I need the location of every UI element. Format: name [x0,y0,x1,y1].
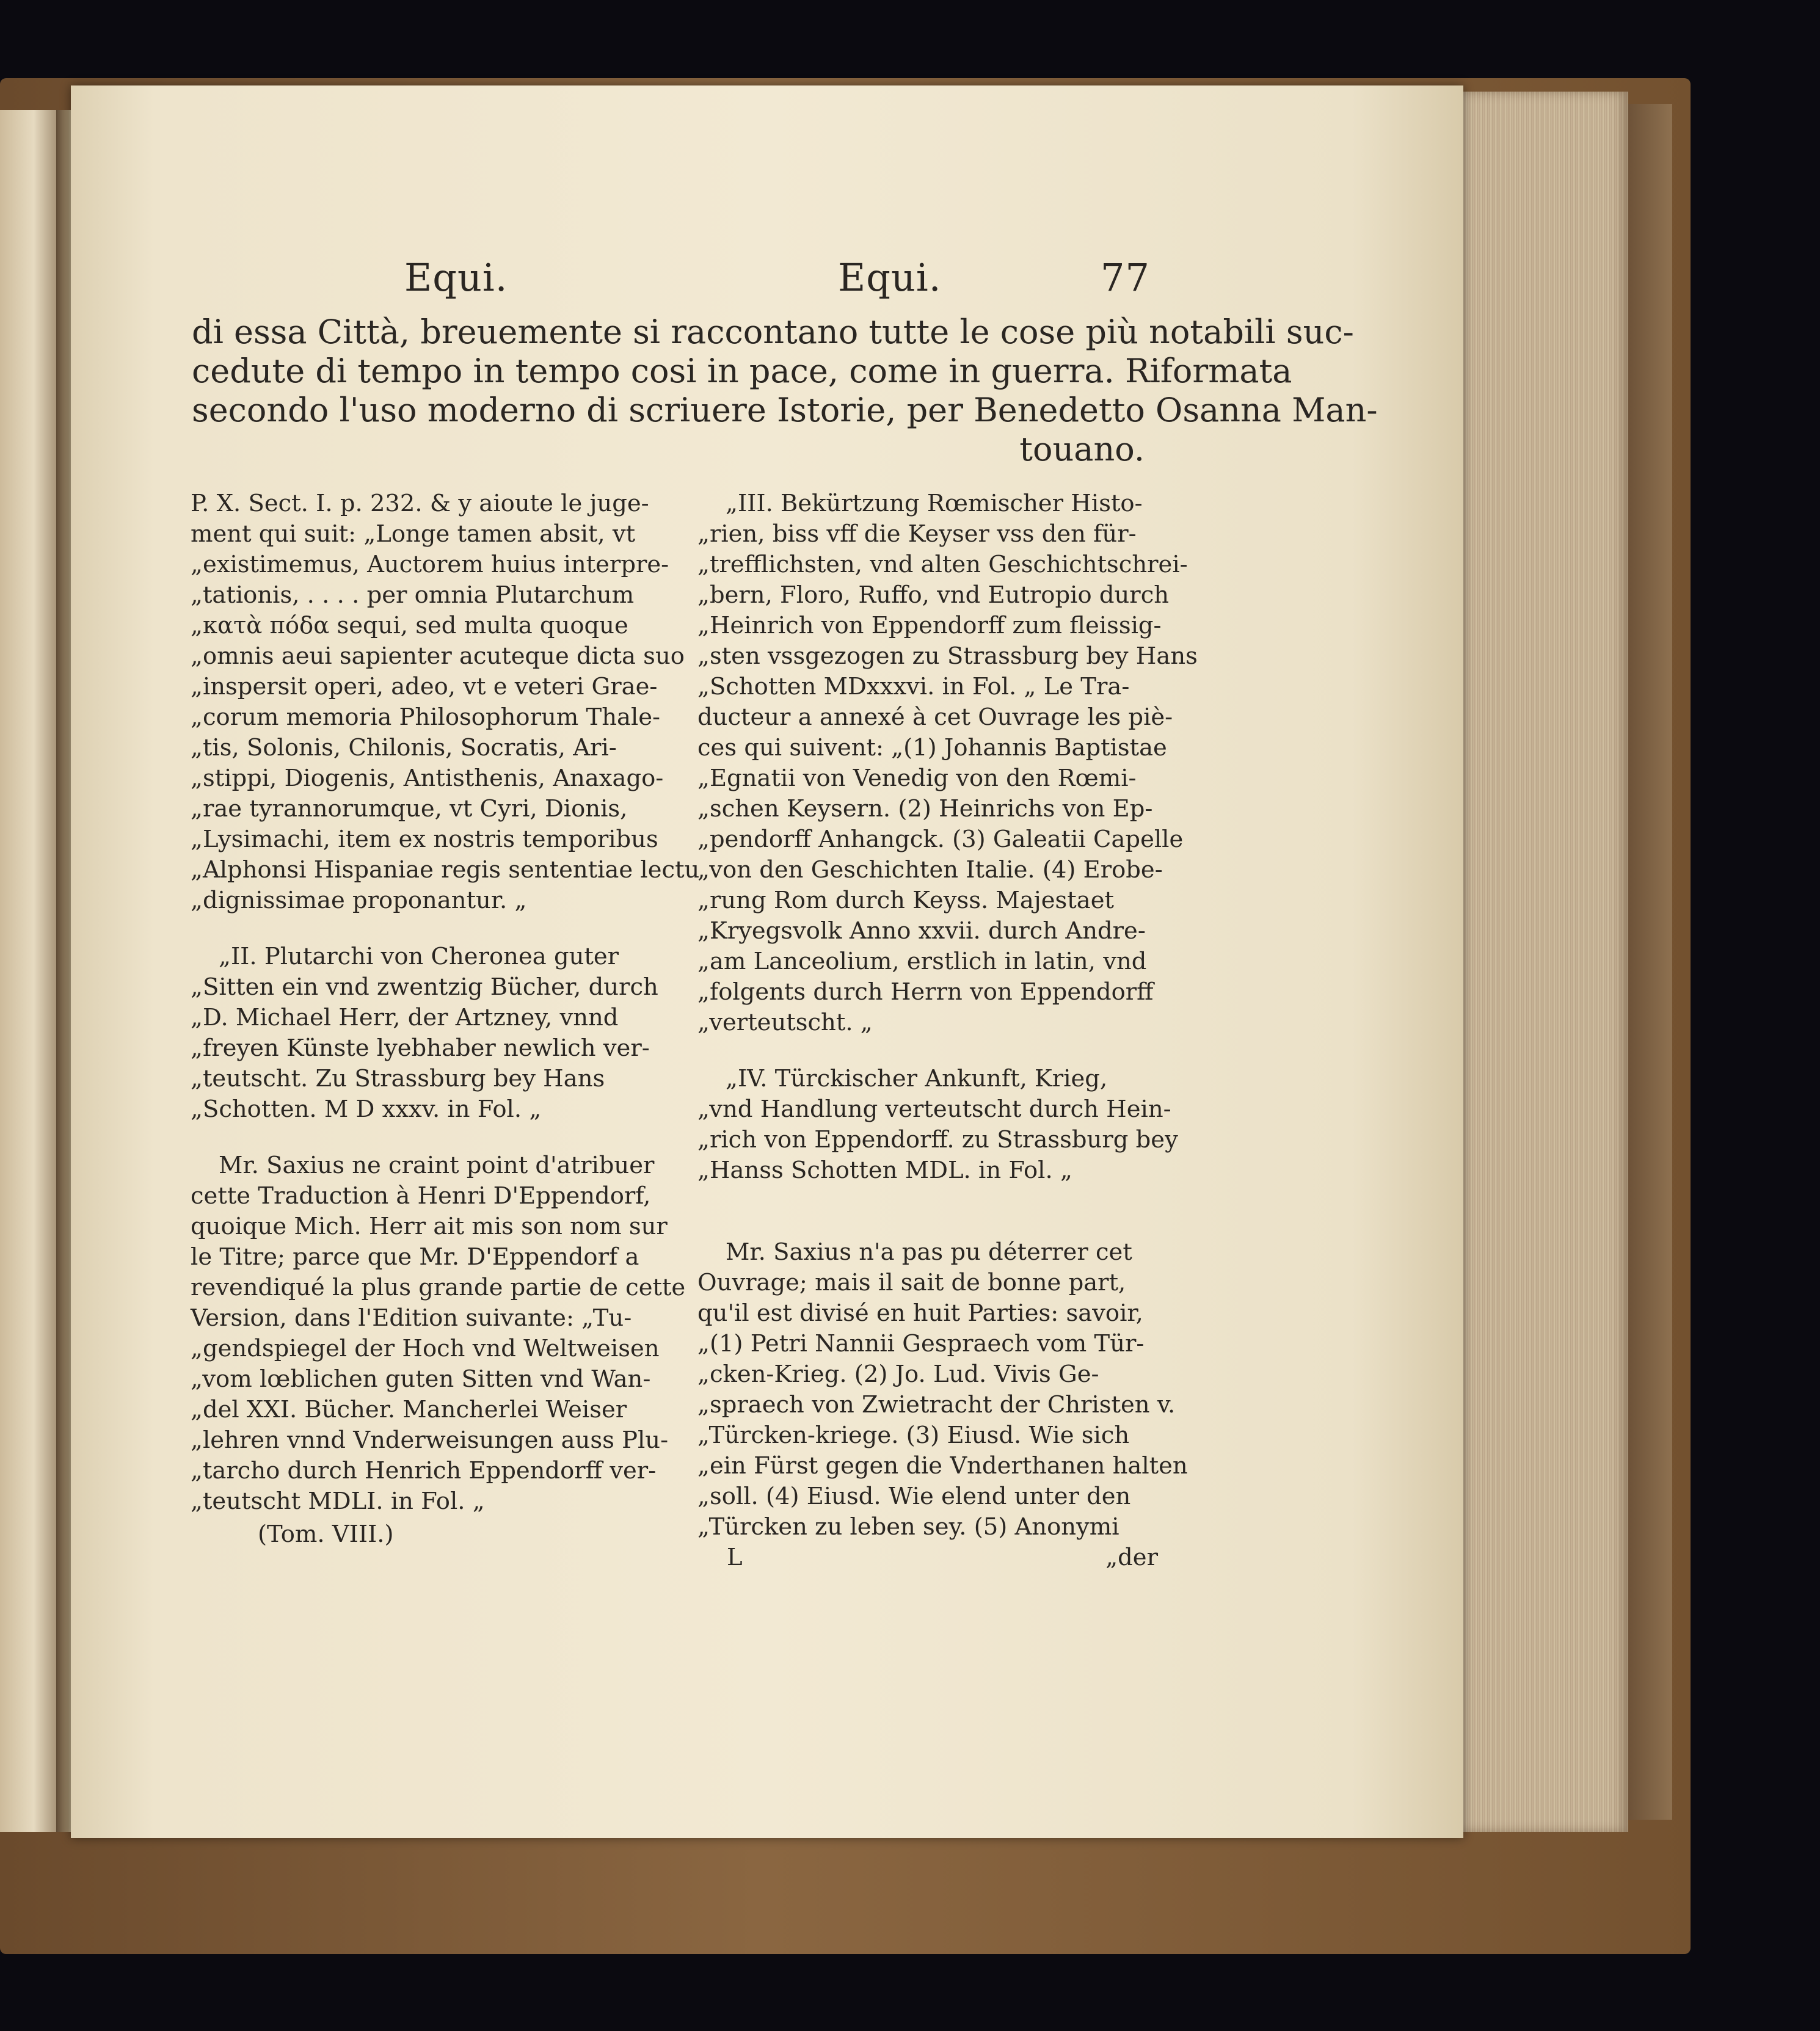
text-line: „schen Keysern. (2) Heinrichs von Ep- [697,795,1153,823]
text-line: „Kryegsvolk Anno xxvii. durch Andre- [697,917,1146,945]
text-line: „Türcken-kriege. (3) Eiusd. Wie sich [697,1422,1130,1449]
text-line: „Sitten ein vnd zwentzig Bücher, durch [191,973,658,1001]
text-line: „κατὰ πόδα sequi, sed multa quoque [191,612,628,639]
paragraph-gap [697,1186,1162,1212]
text-line: „stippi, Diogenis, Antisthenis, Anaxago- [191,765,664,792]
signature-mark: L [727,1544,743,1571]
page-edges [1463,92,1628,1832]
cover-edge [1628,104,1672,1820]
text-line: „Alphonsi Hispaniae regis sententiae lectu [191,856,700,884]
text-line: „verteutscht. „ [697,1009,873,1036]
title-line: di essa Città, breuemente si raccontano tutte le cose più notabili suc- [192,313,1354,351]
title-block [192,313,1378,469]
text-line: „teutscht. Zu Strassburg bey Hans [191,1065,605,1092]
right-paragraph-3-cont [697,1268,1188,1542]
text-line: „Egnatii von Venedig von den Rœmi- [697,765,1137,792]
running-head-left: Equi. [404,255,508,300]
page-footer-row [697,1542,1162,1573]
text-line: revendiqué la plus grande partie de cette [191,1274,686,1301]
text-line: „Heinrich von Eppendorff zum fleissig- [697,612,1162,639]
text-line: „IV. Türckischer Ankunft, Krieg, [726,1065,1108,1092]
text-line: „Schotten MDxxxvi. in Fol. „ Le Tra- [697,673,1130,700]
text-line: „II. Plutarchi von Cheronea guter [219,943,619,970]
text-line: „tationis, . . . . per omnia Plutarchum [191,581,635,609]
text-line: „teutscht MDLI. in Fol. „ [191,1488,485,1515]
text-line: „cken-Krieg. (2) Jo. Lud. Vivis Ge- [697,1361,1099,1388]
text-line: „existimemus, Auctorem huius interpre- [191,551,669,578]
left-paragraph-3 [191,1150,655,1181]
left-paragraph-2-cont [191,972,658,1125]
text-line: „tarcho durch Henrich Eppendorff ver- [191,1457,657,1484]
text-line: „gendspiegel der Hoch vnd Weltweisen [191,1335,660,1362]
text-line: „von den Geschichten Italie. (4) Erobe- [697,856,1163,884]
left-paragraph-2 [191,942,655,972]
text-line: „Schotten. M D xxxv. in Fol. „ [191,1095,542,1123]
text-line: „III. Bekürtzung Rœmischer Histo- [726,490,1143,517]
text-line: Version, dans l'Edition suivante: „Tu- [191,1304,632,1332]
text-line: Mr. Saxius ne craint point d'atribuer [219,1152,655,1179]
right-column [697,489,1198,1573]
right-paragraph-2-cont [697,1094,1178,1186]
paragraph-gap [191,1125,655,1150]
paragraph-gap [697,1212,1162,1237]
text-line: „bern, Floro, Ruffo, vnd Eutropio durch [697,581,1170,609]
text-line: „am Lanceolium, erstlich in latin, vnd [697,948,1147,975]
text-line: ducteur a annexé à cet Ouvrage les piè- [697,703,1173,731]
text-line: „tis, Solonis, Chilonis, Socratis, Ari- [191,734,617,761]
text-line: „del XXI. Bücher. Mancherlei Weiser [191,1396,627,1423]
right-paragraph-1-cont [697,519,1198,1038]
volume-signature: (Tom. VIII.) [258,1521,394,1548]
left-paragraph-3-cont [191,1181,686,1517]
text-line: „vnd Handlung verteutscht durch Hein- [697,1095,1171,1123]
text-line: ces qui suivent: „(1) Johannis Baptistae [697,734,1167,761]
right-paragraph-3 [697,1237,1162,1268]
text-line: „Lysimachi, item ex nostris temporibus [191,826,658,853]
text-line: „(1) Petri Nannii Gespraech vom Tür- [697,1330,1145,1357]
title-line: touano. [1019,430,1145,468]
text-line: qu'il est divisé en huit Parties: savoir, [697,1299,1143,1327]
text-line: „rae tyrannorumque, vt Cyri, Dionis, [191,795,628,823]
catchword: „der [1105,1544,1158,1571]
text-line: „sten vssgezogen zu Strassburg bey Hans [697,642,1198,670]
text-line: ment qui suit: „Longe tamen absit, vt [191,520,636,548]
text-line: „rich von Eppendorff. zu Strassburg bey [697,1126,1178,1154]
text-line: „Hanss Schotten MDL. in Fol. „ [697,1157,1072,1184]
text-line: „trefflichsten, vnd alten Geschichtschrei- [697,551,1188,578]
text-line: Mr. Saxius n'a pas pu déterrer cet [726,1238,1132,1266]
left-column [191,489,700,1550]
left-paragraph-1 [191,489,700,916]
text-line: „folgents durch Herrn von Eppendorff [697,978,1154,1006]
text-line: cette Traduction à Henri D'Eppendorf, [191,1182,651,1210]
title-line: cedute di tempo in tempo cosi in pace, come in guerra. Riformata [192,352,1292,390]
text-line: „freyen Künste lyebhaber newlich ver- [191,1034,650,1062]
text-line: „dignissimae proponantur. „ [191,887,527,914]
text-line: „spraech von Zwietracht der Christen v. [697,1391,1176,1419]
text-line: „D. Michael Herr, der Artzney, vnnd [191,1004,619,1031]
text-line: „vom lœblichen guten Sitten vnd Wan- [191,1365,651,1393]
text-line: „soll. (4) Eiusd. Wie elend unter den [697,1483,1131,1510]
text-line: „inspersit operi, adeo, vt e veteri Grae- [191,673,658,700]
text-line: „rung Rom durch Keyss. Majestaet [697,887,1114,914]
paragraph-gap [191,916,655,942]
text-line: „omnis aeui sapienter acuteque dicta suo [191,642,685,670]
right-paragraph-1 [697,489,1162,519]
text-line: Ouvrage; mais il sait de bonne part, [697,1269,1126,1296]
right-paragraph-2 [697,1064,1162,1094]
text-line: „ein Fürst gegen die Vnderthanen halten [697,1452,1188,1480]
text-line: „Türcken zu leben sey. (5) Anonymi [697,1513,1119,1541]
text-line: quoique Mich. Herr ait mis son nom sur [191,1213,668,1240]
text-line: „rien, biss vff die Keyser vss den für- [697,520,1137,548]
paragraph-gap [697,1038,1162,1064]
text-line: P. X. Sect. I. p. 232. & y aioute le juge- [191,490,649,517]
left-page-edge [0,110,56,1832]
text-line: „pendorff Anhangck. (3) Galeatii Capelle [697,826,1184,853]
text-line: „lehren vnnd Vnderweisungen auss Plu- [191,1426,669,1454]
text-line: „corum memoria Philosophorum Thale- [191,703,661,731]
text-line: le Titre; parce que Mr. D'Eppendorf a [191,1243,639,1271]
title-line: secondo l'uso moderno di scriuere Istorie, per Benedetto Osanna Man- [192,391,1378,429]
page-number: 77 [1101,255,1150,300]
running-head-center: Equi. [838,255,942,300]
